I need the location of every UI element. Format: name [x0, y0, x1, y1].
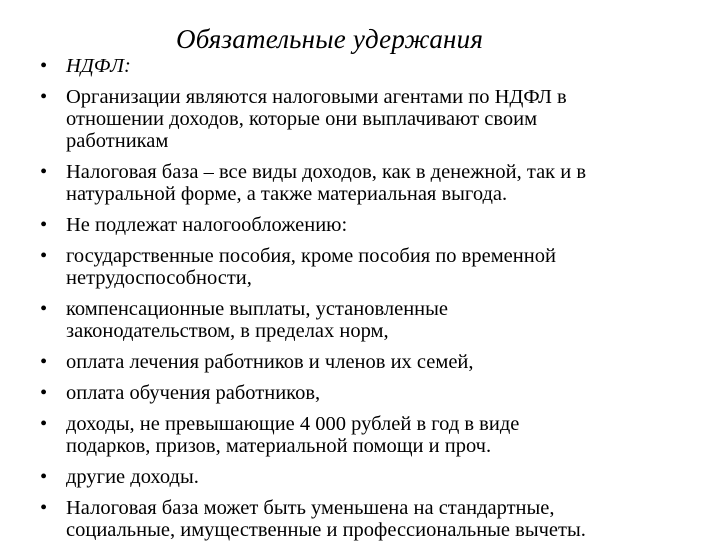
bullet-line: нетрудоспособности,	[66, 267, 252, 289]
bullet-icon: •	[40, 214, 48, 236]
bullet-icon: •	[40, 298, 48, 320]
bullet-icon: •	[40, 497, 48, 519]
bullet-item-ndfl	[40, 55, 700, 77]
bullet-line: Организации являются налоговыми агентами по НДФЛ в	[66, 86, 567, 108]
bullet-icon: •	[40, 86, 48, 108]
bullet-item-deductions	[40, 497, 700, 541]
bullet-line: отношении доходов, которые они выплачивают своим	[66, 108, 538, 130]
bullet-line: компенсационные выплаты, установленные	[66, 298, 449, 320]
bullet-line: натуральной форме, а также материальная выгода.	[66, 183, 508, 205]
bullet-item-other-income	[40, 466, 700, 488]
bullet-line: социальные, имущественные и профессиональные вычеты.	[66, 519, 586, 541]
bullet-line: Налоговая база – все виды доходов, как в денежной, так и в	[66, 161, 587, 183]
bullet-item-education	[40, 382, 700, 404]
bullet-item-tax-agents	[40, 86, 700, 152]
bullet-line: оплата обучения работников,	[66, 382, 321, 404]
bullet-icon: •	[40, 382, 48, 404]
bullet-text: НДФЛ:	[66, 55, 131, 77]
bullet-line: подарков, призов, материальной помощи и проч.	[66, 435, 492, 457]
bullet-line: доходы, не превышающие 4 000 рублей в год в виде	[66, 413, 520, 435]
bullet-line: Не подлежат налогообложению:	[66, 214, 348, 236]
bullet-icon: •	[40, 351, 48, 373]
bullet-item-not-taxed	[40, 214, 700, 236]
bullet-item-tax-base	[40, 161, 700, 205]
bullet-line: государственные пособия, кроме пособия по временной	[66, 245, 556, 267]
bullet-line: законодательством, в пределах норм,	[66, 320, 389, 342]
bullet-item-compensation	[40, 298, 700, 342]
bullet-icon: •	[40, 466, 48, 488]
bullet-item-state-benefits	[40, 245, 700, 289]
bullet-line: оплата лечения работников и членов их семей,	[66, 351, 474, 373]
bullet-icon: •	[40, 413, 48, 435]
bullet-list	[40, 55, 700, 550]
bullet-icon: •	[40, 245, 48, 267]
bullet-item-gifts	[40, 413, 700, 457]
bullet-icon: •	[40, 161, 48, 183]
bullet-item-medical	[40, 351, 700, 373]
bullet-line: Налоговая база может быть уменьшена на стандартные,	[66, 497, 555, 519]
bullet-line: другие доходы.	[66, 466, 199, 488]
slide-title: Обязательные удержания	[176, 24, 484, 54]
bullet-icon: •	[40, 55, 48, 77]
bullet-line: работникам	[66, 130, 169, 152]
